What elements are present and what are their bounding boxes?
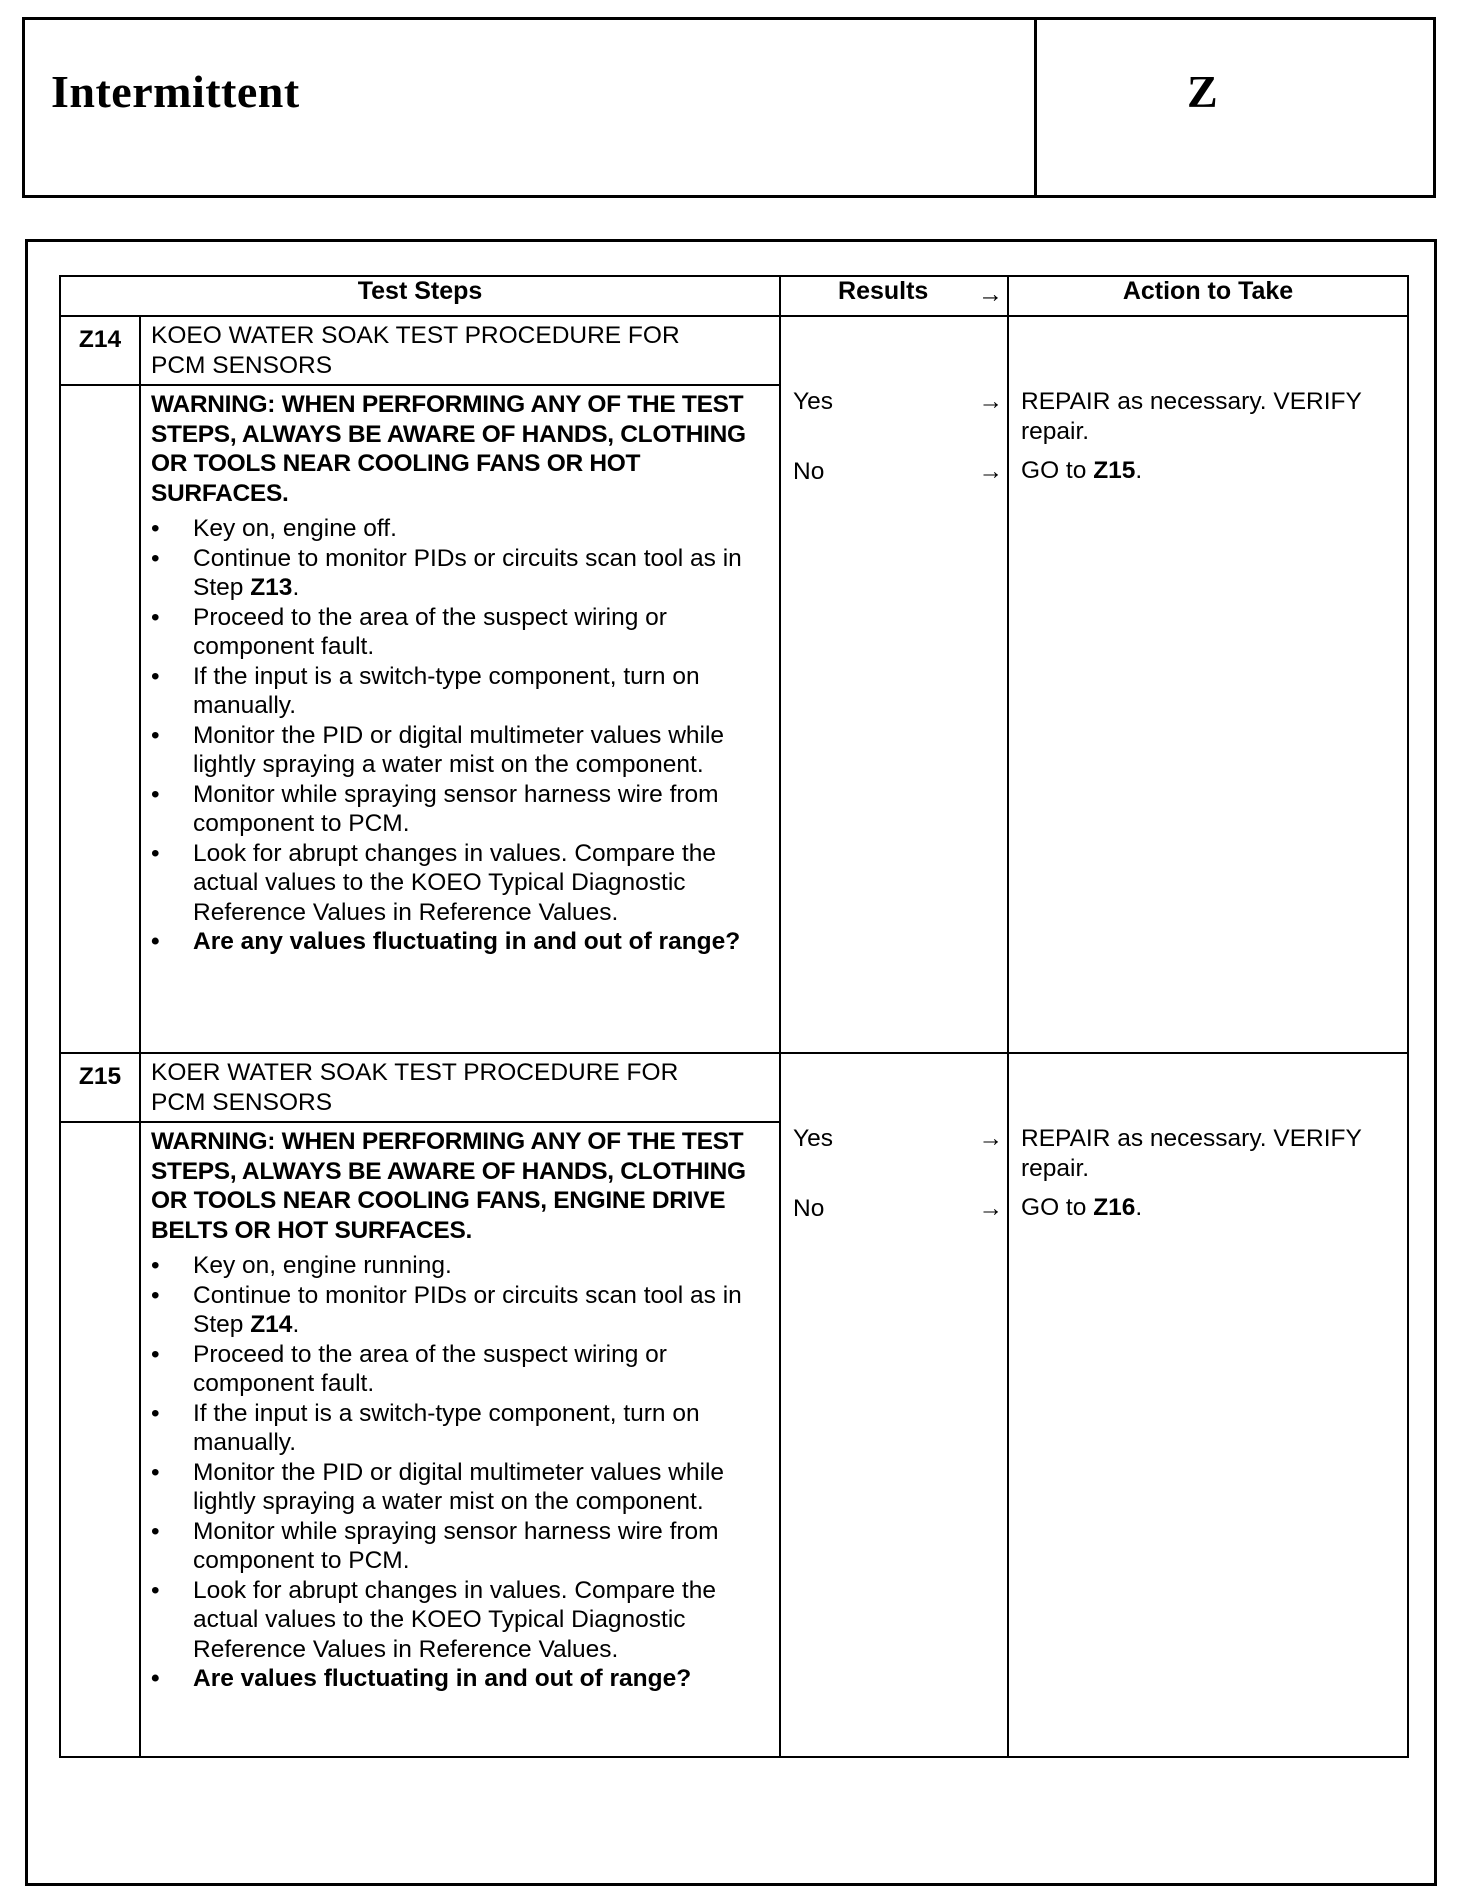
bullet-icon: • [151,780,160,808]
step-title [140,1053,780,1122]
result-yes-label: Yes [793,388,833,415]
bullet-icon: • [151,928,160,955]
bullet-icon: • [151,721,160,749]
results-cell [780,1053,1008,1757]
bullet-icon: • [151,1399,160,1427]
action-yes-line: repair. [1021,1154,1090,1182]
action-no-text: . [1135,457,1143,484]
result-yes [781,387,1007,417]
action-yes-line: repair. [1021,417,1090,445]
bullet-icon: • [151,1281,160,1309]
table-row [60,1053,1408,1122]
diagnostic-table [59,275,1409,1758]
section-title: Intermittent [51,66,300,117]
bullet-icon: • [151,1665,160,1692]
bullet-icon: • [151,1517,160,1545]
list-item: • Proceed to the area of the suspect wiring or component fault. [151,603,667,660]
section-code: Z [1187,66,1218,117]
list-item: • Monitor while spraying sensor harness wire from component to PCM. [151,780,719,837]
action-no-text: GO to [1021,457,1094,484]
result-yes-label: Yes [793,1125,833,1152]
action-no [1009,1193,1407,1223]
result-no [781,457,1007,487]
bullet-icon: • [151,544,160,572]
list-item: • Look for abrupt changes in values. Compare the actual values to the KOEO Typical Diagnostic Reference Values in Reference Values. [151,839,716,926]
action-cell [1008,1053,1408,1757]
step-procedure [140,385,780,1053]
step-id: Z15 [60,1053,140,1122]
action-no-step-ref: Z16 [1093,1194,1136,1221]
warning-text: WARNING: WHEN PERFORMING ANY OF THE TEST STEPS, ALWAYS BE AWARE OF HANDS, CLOTHING OR TOOLS NEAR COOLING FANS, ENGINE DRIVE BELTS OR HOT SURFACES. [151,1128,746,1244]
result-no-label: No [793,457,825,485]
list-item: • Proceed to the area of the suspect wiring or component fault. [151,1340,667,1397]
action-yes-line: REPAIR as necessary. VERIFY [1021,1125,1362,1152]
action-yes [1009,387,1407,446]
step-title-line: PCM SENSORS [151,351,333,379]
results-cell [780,316,1008,1053]
list-item: • Continue to monitor PIDs or circuits scan tool as in Step Z13. [151,544,742,601]
list-item-question: • Are values fluctuating in and out of range? [151,1665,692,1692]
right-arrow-icon: → [978,457,1004,485]
header-divider [1034,20,1037,195]
right-arrow-icon: → [978,388,1004,415]
list-item: • If the input is a switch-type component, turn on manually. [151,662,700,719]
step-title-line: KOEO WATER SOAK TEST PROCEDURE FOR [151,322,680,349]
bullet-icon: • [151,1252,160,1279]
step-id: Z14 [60,316,140,385]
bullet-icon: • [151,603,160,631]
list-item: • Monitor while spraying sensor harness wire from component to PCM. [151,1517,719,1574]
header-action: Action to Take [1008,276,1408,316]
procedure-list [151,514,767,957]
action-no-step-ref: Z15 [1093,457,1136,484]
list-item: • Key on, engine running. [151,1252,452,1279]
list-item: • Monitor the PID or digital multimeter values while lightly spraying a water mist on the component. [151,721,725,778]
right-arrow-icon: → [978,280,1004,308]
step-id-spacer [60,1122,140,1757]
warning-text: WARNING: WHEN PERFORMING ANY OF THE TEST STEPS, ALWAYS BE AWARE OF HANDS, CLOTHING OR TOOLS NEAR COOLING FANS OR HOT SURFACES. [151,391,746,507]
list-item: • If the input is a switch-type component, turn on manually. [151,1399,700,1456]
list-item: • Key on, engine off. [151,515,397,542]
right-arrow-icon: → [978,1194,1004,1222]
table-row [60,316,1408,385]
step-title-line: PCM SENSORS [151,1088,333,1116]
step-id-spacer [60,385,140,1053]
bullet-icon: • [151,515,160,542]
header-results-label: Results [838,277,929,305]
action-no-text: GO to [1021,1194,1094,1221]
result-no-label: No [793,1194,825,1222]
action-yes-line: REPAIR as necessary. VERIFY [1021,388,1362,415]
result-yes [781,1124,1007,1154]
action-no [1009,456,1407,486]
action-cell [1008,316,1408,1053]
step-title [140,316,780,385]
header-results [780,276,1008,316]
step-title-line: KOER WATER SOAK TEST PROCEDURE FOR [151,1059,679,1086]
table-header-row [60,276,1408,316]
right-arrow-icon: → [978,1125,1004,1152]
list-item: • Look for abrupt changes in values. Compare the actual values to the KOEO Typical Diagnostic Reference Values in Reference Values. [151,1576,716,1663]
bullet-icon: • [151,1458,160,1486]
bullet-icon: • [151,662,160,690]
step-procedure [140,1122,780,1757]
procedure-list [151,1251,767,1694]
header-test-steps: Test Steps [60,276,780,316]
action-no-text: . [1135,1194,1143,1221]
action-yes [1009,1124,1407,1183]
list-item-question: • Are any values fluctuating in and out of range? [151,928,741,955]
list-item: • Continue to monitor PIDs or circuits scan tool as in Step Z14. [151,1281,742,1338]
bullet-icon: • [151,1576,160,1604]
bullet-icon: • [151,1340,160,1368]
list-item: • Monitor the PID or digital multimeter values while lightly spraying a water mist on the component. [151,1458,725,1515]
bullet-icon: • [151,839,160,867]
result-no [781,1194,1007,1224]
